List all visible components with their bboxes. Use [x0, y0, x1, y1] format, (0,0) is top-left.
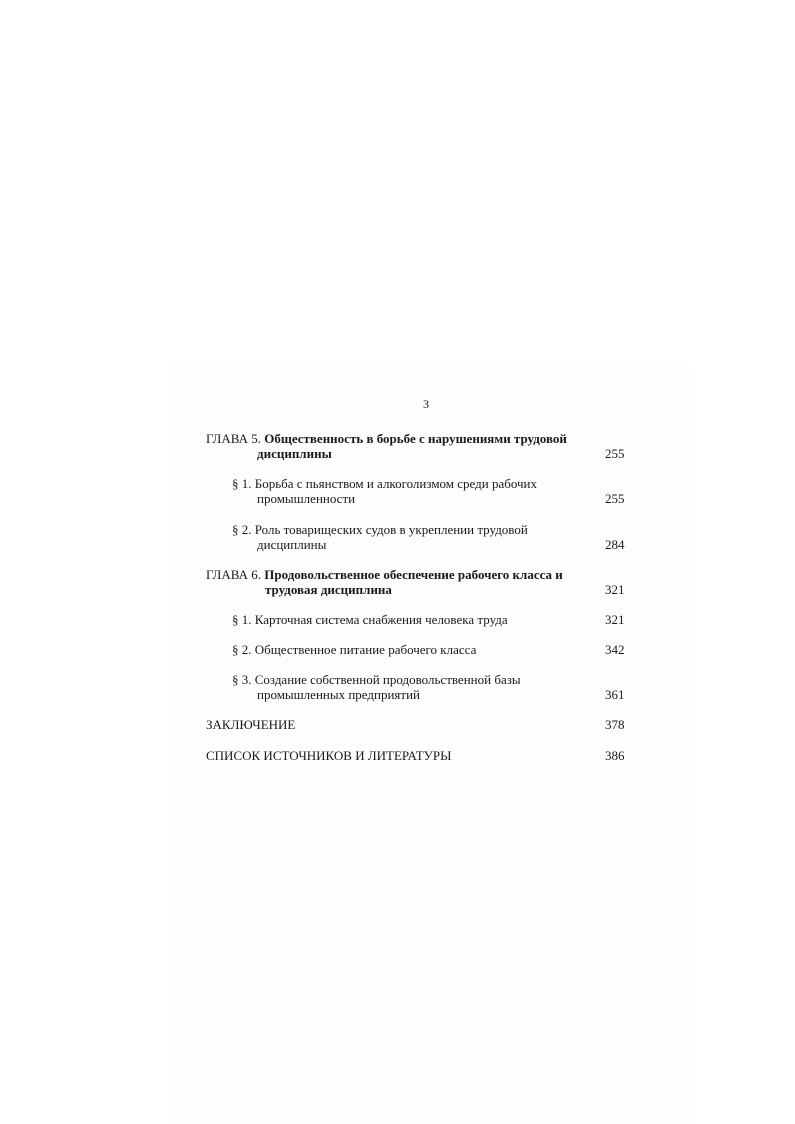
section-title: Роль товарищеских судов в укреплении трудовой	[254, 522, 528, 537]
section-title: Борьба с пьянством и алкоголизмом среди рабочих	[254, 476, 538, 491]
toc-section-6-3-line1	[232, 672, 521, 688]
section-title: Создание собственной продовольственной базы	[254, 672, 521, 687]
toc-chapter-6-line2: трудовая дисциплина	[265, 582, 392, 597]
toc-page-number: 361	[605, 687, 625, 702]
toc-page-number: 284	[605, 537, 625, 552]
section-prefix: § 2.	[232, 522, 252, 537]
section-title: Общественное питание рабочего класса	[254, 642, 477, 657]
toc-chapter-6-line1	[206, 567, 563, 583]
toc-page-number: 378	[605, 717, 625, 732]
page-number: 3	[423, 397, 429, 411]
toc-section-1-line2: промышленности	[257, 491, 356, 506]
toc-page-number: 321	[605, 612, 625, 627]
toc-chapter-5-line2: дисциплины	[257, 446, 332, 461]
toc-sources: СПИСОК ИСТОЧНИКОВ И ЛИТЕРАТУРЫ	[206, 748, 452, 763]
chapter-title: Общественность в борьбе с нарушениями трудовой	[264, 431, 567, 446]
section-prefix: § 3.	[232, 672, 252, 687]
toc-section-2-line2: дисциплины	[257, 537, 327, 552]
section-title: Карточная система снабжения человека труда	[254, 612, 508, 627]
chapter-title: Продовольственное обеспечение рабочего класса и	[264, 567, 563, 582]
section-prefix: § 2.	[232, 642, 252, 657]
toc-section-1-line1	[232, 476, 537, 492]
chapter-prefix: ГЛАВА 5.	[206, 431, 261, 446]
toc-page-number: 342	[605, 642, 625, 657]
section-prefix: § 1.	[232, 476, 252, 491]
toc-page-number: 255	[605, 446, 625, 461]
toc-page-number: 255	[605, 491, 625, 506]
toc-page-number: 386	[605, 748, 625, 763]
toc-chapter-5-line1	[206, 431, 567, 447]
toc-section-6-1	[232, 612, 508, 628]
toc-page-number: 321	[605, 582, 625, 597]
toc-section-6-2	[232, 642, 476, 658]
toc-section-6-3-line2: промышленных предприятий	[257, 687, 420, 702]
toc-section-2-line1	[232, 522, 528, 538]
chapter-prefix: ГЛАВА 6.	[206, 567, 261, 582]
toc-conclusion: ЗАКЛЮЧЕНИЕ	[206, 717, 296, 732]
section-prefix: § 1.	[232, 612, 252, 627]
